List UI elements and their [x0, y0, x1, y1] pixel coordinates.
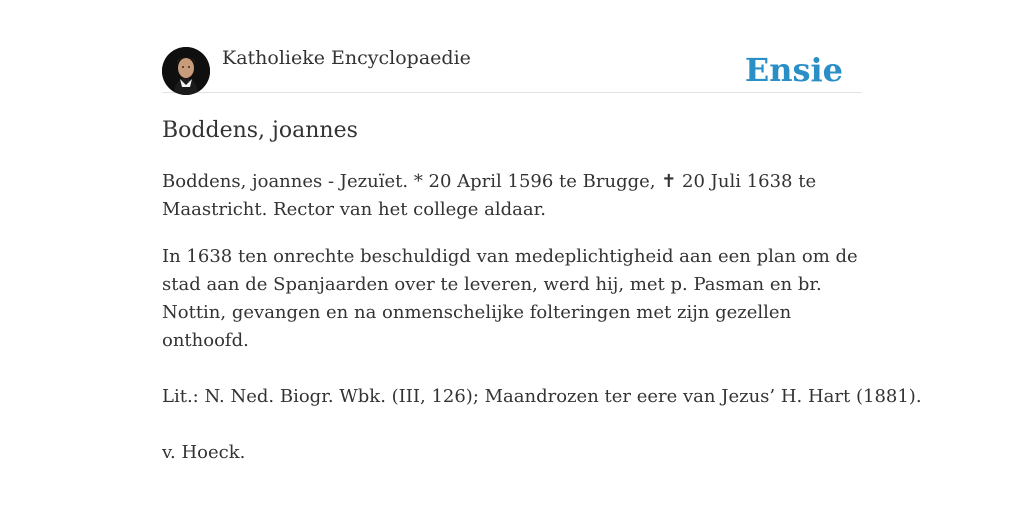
- article-literature: Lit.: N. Ned. Biogr. Wbk. (III, 126); Maandrozen ter eere van Jezus’ H. Hart (1881).: [162, 386, 922, 407]
- article-body: [162, 168, 922, 486]
- article-paragraph-intro: Boddens, joannes - Jezuïet. * 20 April 1596 te Brugge, ✝ 20 Juli 1638 te Maastricht. Rector van het college aldaar.: [162, 171, 817, 220]
- portrait-avatar-icon[interactable]: [162, 47, 210, 95]
- site-header: [162, 46, 862, 93]
- article-paragraph-history: In 1638 ten onrechte beschuldigd van medeplichtigheid aan een plan om de stad aan de Spanjaarden over te leveren, werd hij, met p. Pasman en br. Nottin, gevangen en na onmenschelijke folteringen met zijn gezellen onthoofd.: [162, 246, 858, 351]
- article-title: Boddens, joannes: [162, 118, 358, 143]
- article-author: v. Hoeck.: [162, 442, 246, 463]
- site-name[interactable]: Katholieke Encyclopaedie: [222, 47, 471, 69]
- brand-logo-text[interactable]: Ensie: [744, 51, 843, 89]
